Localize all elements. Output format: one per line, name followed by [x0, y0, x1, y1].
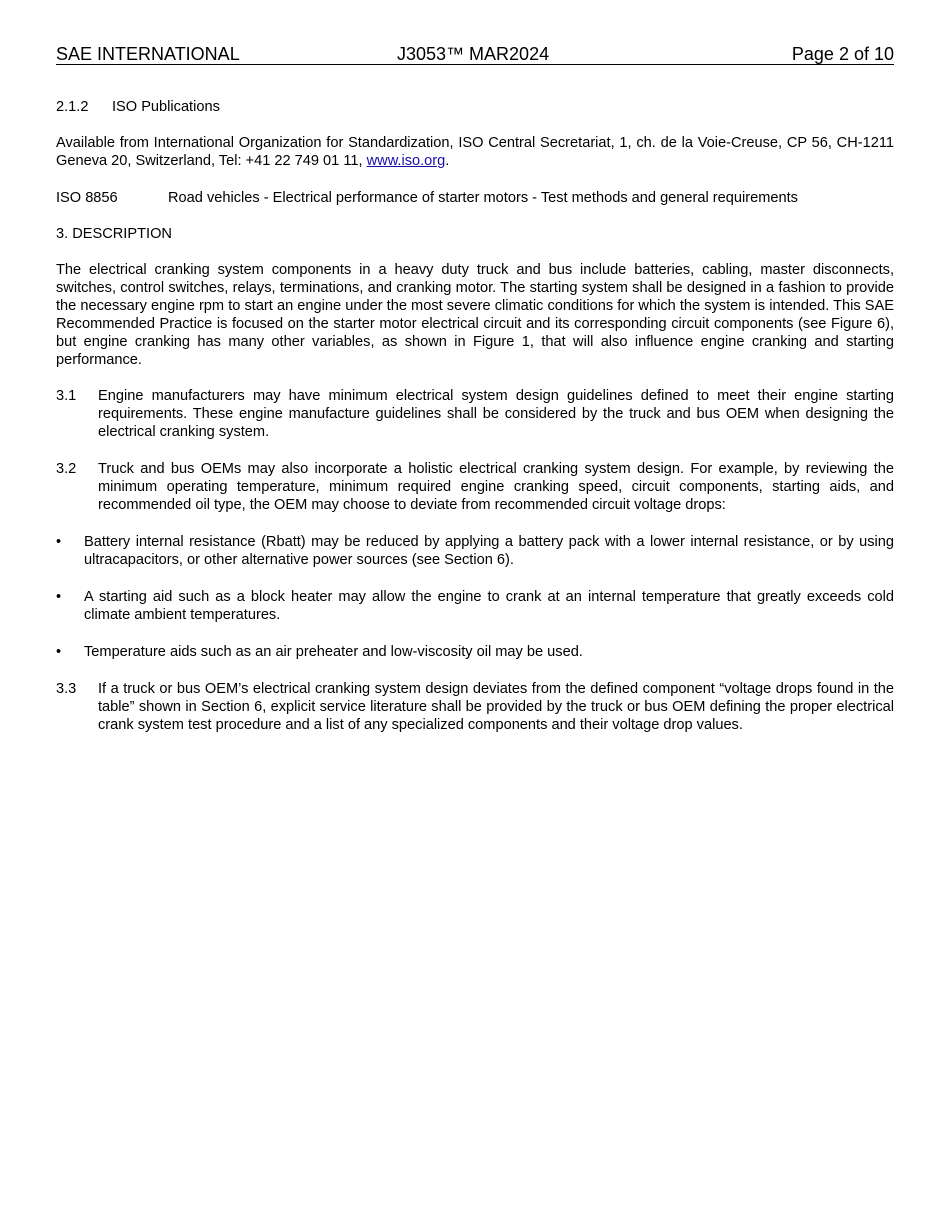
- section-3-3-text: If a truck or bus OEM’s electrical cranking system design deviates from the defined component “voltage drops found in the table” shown in Section 6, explicit service literature shall be provided by the truck or bus OEM defining the proper electrical crank system test procedure and a list of any specialized components and their voltage drop values.: [98, 681, 894, 733]
- bullet-icon: •: [56, 534, 62, 550]
- reference-title: Road vehicles - Electrical performance of starter motors - Test methods and general requirements: [168, 190, 798, 206]
- list-item: [56, 588, 894, 624]
- section-3-2-number: 3.2: [56, 461, 77, 477]
- iso-link[interactable]: www.iso.org: [366, 153, 446, 169]
- section-3-2-text: Truck and bus OEMs may also incorporate a holistic electrical cranking system design. For example, by reviewing the minimum operating temperature, minimum required engine cranking speed, circuit components, starting aids, and recommended oil type, the OEM may choose to deviate from recommended circuit voltage drops:: [98, 461, 894, 513]
- iso-availability-paragraph: [56, 134, 894, 170]
- header-org: SAE INTERNATIONAL: [56, 44, 240, 64]
- bullet-text: Battery internal resistance (Rbatt) may be reduced by applying a battery pack with a lower internal resistance, or by using ultracapacitors, or other alternative power sources (see Section 6).: [84, 534, 894, 568]
- header-page-number: Page 2 of 10: [791, 44, 894, 64]
- availability-end: .: [445, 153, 450, 169]
- section-3-1: [56, 387, 894, 441]
- section-3-3-number: 3.3: [56, 681, 77, 697]
- bullet-icon: •: [56, 644, 62, 660]
- section-title: ISO Publications: [112, 99, 220, 115]
- section-3-heading: 3. DESCRIPTION: [56, 226, 172, 242]
- bullet-text: Temperature aids such as an air preheater and low-viscosity oil may be used.: [84, 644, 583, 660]
- list-item: [56, 533, 894, 569]
- section-3-2: [56, 460, 894, 514]
- section-number: 2.1.2: [56, 99, 89, 115]
- section-3-1-number: 3.1: [56, 388, 77, 404]
- header-doc-id: J3053™ MAR2024: [397, 44, 550, 64]
- bullet-icon: •: [56, 589, 62, 605]
- page-header: [56, 44, 894, 65]
- section-3-1-text: Engine manufacturers may have minimum electrical system design guidelines defined to meet their engine starting requirements. These engine manufacture guidelines shall be considered by the truck and bus OEM when designing the electrical cranking system.: [98, 388, 894, 440]
- reference-entry: [56, 189, 894, 207]
- reference-id: ISO 8856: [56, 190, 118, 206]
- list-item: [56, 643, 894, 661]
- bullet-text: A starting aid such as a block heater may allow the engine to crank at an internal temperature that greatly exceeds cold climate ambient temperatures.: [84, 589, 894, 623]
- description-paragraph: The electrical cranking system components in a heavy duty truck and bus include batteries, cabling, master disconnects, switches, control switches, relays, terminations, and cranking motor. The starting system shall be designed in a fashion to provide the necessary engine rpm to start an engine under the most severe climatic conditions for which the system is intended. This SAE Recommended Practice is focused on the starter motor electrical circuit and its corresponding circuit components (see Figure 6), but engine cranking has many other variables, as shown in Figure 1, that will also influence engine cranking and starting performance.: [56, 262, 894, 368]
- section-3-3: [56, 680, 894, 734]
- section-2-1-2-heading: [56, 98, 894, 116]
- availability-text: Available from International Organization for Standardization, ISO Central Secretariat, 1, ch. de la Voie-Creuse, CP 56, CH-1211 Geneva 20, Switzerland, Tel: +41 22 749 01 11,: [56, 135, 894, 169]
